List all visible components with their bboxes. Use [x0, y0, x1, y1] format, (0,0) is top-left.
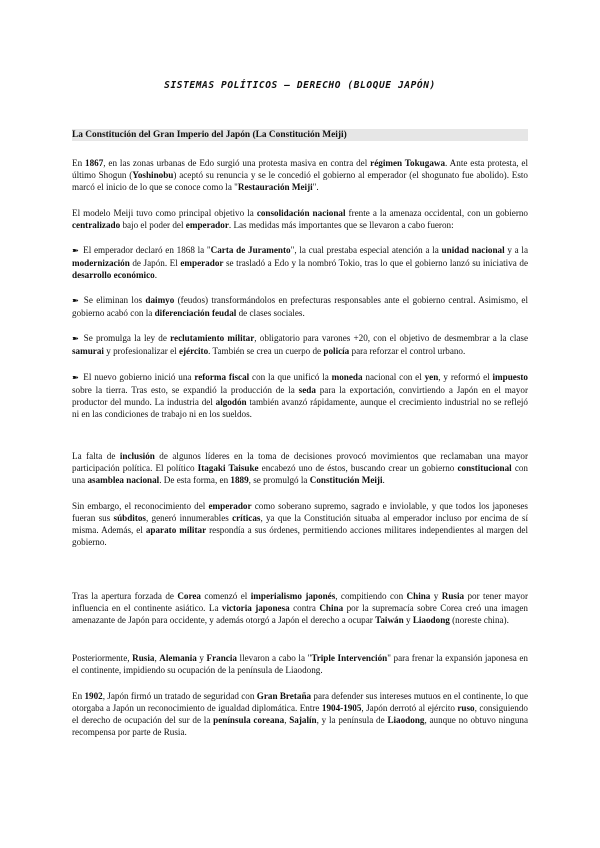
- bold-term: policía: [323, 346, 350, 357]
- bold-term: Itagaki Taisuke: [197, 463, 259, 474]
- bold-term: Yoshinobu: [132, 170, 174, 181]
- bullet-reforma-fiscal: ➽ El nuevo gobierno inició una reforma fiscal con la que unificó la moneda nacional con el yen, y reformó el impuesto sobre la tierra. Tras esto, se expandió la producción de la seda para la exportación, convirtiendo a Japón en el mayor productor del mundo. La industria del algodón también avanzó rápidamente, aunque el crecimiento industrial no se reflejó ni en las condiciones de trabajo ni en los sueldos.: [72, 372, 529, 420]
- bold-term: 1867: [85, 158, 104, 168]
- paragraph-inclusion: La falta de inclusión de algunos líderes en la toma de decisiones provocó movimientos que reclamaban una mayor participación política. El político Itagaki Taisuke encabezó uno de éstos, buscando crear un gobierno constitucional con una asamblea nacional. De esta forma, en 1889, se promulgó la Constitución Meiji.: [72, 451, 528, 486]
- bold-term: emperador: [208, 501, 252, 511]
- bold-term: constitucional: [457, 463, 512, 474]
- bold-term: samurai: [72, 346, 104, 357]
- arrow-bullet-icon: ➽: [72, 246, 82, 255]
- bold-term: Rusia: [441, 591, 465, 601]
- bold-term: victoria japonesa: [221, 603, 290, 614]
- bold-term: 1904-1905: [321, 703, 362, 714]
- document-title: SISTEMAS POLÍTICOS – DERECHO (BLOQUE JAPÓN): [164, 80, 436, 91]
- bold-term: reforma fiscal: [194, 372, 250, 382]
- paragraph-triple-intervencion: Posteriormente, Rusia, Alemania y Francia llevaron a cabo la "Triple Intervención" para frenar la expansión japonesa en el continente, impidiendo su ocupación de la península de Liaodong.: [72, 653, 528, 676]
- bold-term: emperador: [185, 220, 229, 231]
- bold-term: China: [406, 591, 431, 601]
- paragraph-emperador: Sin embargo, el reconocimiento del emperador como soberano supremo, sagrado e inviolable, y que todos los japoneses fueran sus súbditos, generó innumerables críticas, ya que la Constitución situaba al emperador incluso por encima de sí misma. Además, el aparato militar respondía a sus órdenes, permitiendo acciones militares independientes al margen del gobierno.: [72, 501, 528, 548]
- bold-term: imperialismo japonés: [250, 591, 336, 601]
- bold-term: ruso: [457, 703, 475, 714]
- bold-term: régimen Tokugawa: [370, 158, 446, 168]
- bold-term: Taiwán: [375, 615, 404, 626]
- bold-term: unidad nacional: [441, 245, 505, 255]
- bold-term: diferenciación feudal: [154, 308, 237, 319]
- bold-term: súbditos: [113, 513, 146, 524]
- bold-term: Liaodong: [412, 615, 450, 626]
- paragraph-imperialismo: Tras la apertura forzada de Corea comenzó el imperialismo japonés, compitiendo con China y Rusia por tener mayor influencia en el continente asiático. La victoria japonesa contra China por la supremacía sobre Corea creó una imagen amenazante de Japón para occidente, y además otorgó a Japón el derecho a ocupar Taiwán y Liaodong (noreste china).: [72, 591, 528, 626]
- bullet-reclutamiento: ➽ Se promulga la ley de reclutamiento militar, obligatorio para varones +20, con el objetivo de desmembrar a la clase samurai y profesionalizar el ejército. También se crea un cuerpo de policía para reforzar el control urbano.: [72, 333, 529, 357]
- bold-term: asamblea nacional: [87, 475, 160, 486]
- bold-term: críticas: [232, 513, 261, 524]
- bullet-daimyo: ➽ Se eliminan los daimyo (feudos) transformándolos en prefecturas responsables ante el gobierno central. Asimismo, el gobierno acabó con la diferenciación feudal de clases sociales.: [72, 295, 529, 319]
- bold-term: reclutamiento militar: [170, 333, 255, 343]
- bold-term: ejército: [178, 346, 209, 357]
- bold-term: modernización: [72, 258, 130, 269]
- section-heading: La Constitución del Gran Imperio del Japón (La Constitución Meiji): [72, 129, 528, 141]
- bold-term: aparato militar: [145, 525, 207, 536]
- bold-term: 1902: [84, 691, 103, 701]
- bold-term: Constitución Meiji: [309, 475, 383, 486]
- bullet-carta-juramento: ➽ El emperador declaró en 1868 la "Carta de Juramento", la cual prestaba especial atención a la unidad nacional y a la modernización de Japón. El emperador se trasladó a Edo y la nombró Tokio, tras lo que el gobierno lanzó su iniciativa de desarrollo económico.: [72, 245, 529, 281]
- bold-term: algodón: [215, 397, 247, 408]
- bold-term: seda: [298, 385, 316, 396]
- paragraph-1902: En 1902, Japón firmó un tratado de seguridad con Gran Bretaña para defender sus intereses mutuos en el continente, lo que otorgaba a Japón un reconocimiento de igualdad diplomática. Entre 1904-1905, Japón derrotó al ejército ruso, consiguiendo el derecho de ocupación del sur de la península coreana, Sajalín, y la península de Liaodong, aunque no obtuvo ninguna recompensa por parte de Rusia.: [72, 691, 529, 738]
- paragraph-restauracion: En 1867, en las zonas urbanas de Edo surgió una protesta masiva en contra del régimen Tokugawa. Ante esta protesta, el último Shogun (Yoshinobu) aceptó su renuncia y se le concedió el gobierno al emperador (el shogunato fue abolido). Esto marcó el inicio de lo que se conoce como la "Restauración Meiji".: [72, 158, 528, 193]
- bold-term: emperador: [180, 258, 224, 269]
- bold-term: yen: [424, 372, 439, 382]
- bold-term: desarrollo económico: [72, 270, 155, 281]
- bold-term: consolidación nacional: [256, 208, 346, 218]
- bold-term: Liaodong: [387, 715, 425, 726]
- bold-term: moneda: [331, 372, 363, 382]
- arrow-bullet-icon: ➽: [72, 296, 82, 305]
- bold-term: China: [319, 603, 344, 614]
- bold-term: península coreana: [213, 715, 285, 726]
- bold-term: Gran Bretaña: [256, 691, 312, 701]
- bold-term: Sajalín: [289, 715, 317, 726]
- bold-term: Carta de Juramento: [210, 245, 291, 255]
- bold-term: daimyo: [145, 295, 175, 305]
- bold-term: Triple Intervención: [311, 653, 388, 663]
- bold-term: Francia: [206, 653, 237, 663]
- bold-term: impuesto: [492, 372, 528, 382]
- arrow-bullet-icon: ➽: [72, 373, 82, 382]
- bold-term: inclusión: [119, 451, 155, 461]
- paragraph-modelo-meiji: El modelo Meiji tuvo como principal objetivo la consolidación nacional frente a la amenaza occidental, con un gobierno centralizado bajo el poder del emperador. Las medidas más importantes que se llevaron a cabo fueron:: [72, 208, 528, 231]
- arrow-bullet-icon: ➽: [72, 334, 82, 343]
- bold-term: Corea: [177, 591, 201, 601]
- bold-term: Rusia: [132, 653, 155, 663]
- bold-term: Restauración Meiji: [237, 182, 313, 193]
- bold-term: Alemania: [159, 653, 197, 663]
- bold-term: centralizado: [72, 220, 121, 231]
- bold-term: 1889: [230, 475, 249, 486]
